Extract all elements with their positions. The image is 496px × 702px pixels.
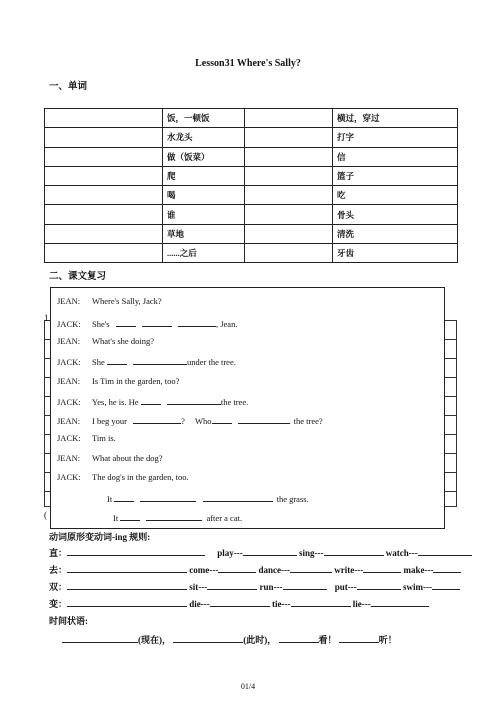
section-vocab-heading: 一、单词 — [49, 82, 88, 92]
rule-line-1: 直： play--- sing--- watch--- — [49, 546, 472, 559]
vocab-cell: 喝 — [163, 186, 245, 205]
vocab-row — [45, 186, 458, 205]
blank[interactable] — [116, 317, 136, 327]
blank[interactable] — [203, 492, 273, 502]
rule-line-3: 双： sit--- run--- put--- swim--- — [49, 580, 460, 593]
answer-cell[interactable] — [245, 109, 333, 128]
vocab-table — [44, 108, 458, 263]
vocab-row — [45, 205, 458, 224]
answer-cell[interactable] — [245, 244, 333, 263]
blank[interactable] — [141, 395, 161, 405]
blank[interactable] — [133, 355, 187, 365]
rule-line-4: 变： die--- tie--- lie--- — [49, 597, 429, 610]
answer-cell[interactable] — [45, 109, 163, 128]
vocab-row — [45, 224, 458, 243]
answer-cell[interactable] — [245, 147, 333, 166]
blank[interactable] — [167, 395, 221, 405]
answer-cell[interactable] — [245, 128, 333, 147]
answer-cell[interactable] — [45, 166, 163, 185]
time-line: (现在)， (此时)， 看！ 听！ — [62, 633, 397, 646]
answer-cell[interactable] — [45, 205, 163, 224]
vocab-cell: 草地 — [163, 224, 245, 243]
vocab-row — [45, 147, 458, 166]
answer-cell[interactable] — [245, 224, 333, 243]
blank[interactable] — [178, 317, 216, 327]
vocab-cell: 牙齿 — [333, 244, 458, 263]
lesson-title: Lesson31 Where's Sally? — [195, 58, 301, 69]
blank[interactable] — [146, 511, 202, 521]
answer-cell[interactable] — [45, 147, 163, 166]
rule-line-2: 去： come--- dance--- write--- make--- — [49, 563, 461, 576]
blank[interactable] — [212, 414, 232, 424]
vocab-cell: 骨头 — [333, 205, 458, 224]
vocab-row — [45, 128, 458, 147]
vocab-cell: 水龙头 — [163, 128, 245, 147]
blank[interactable] — [107, 355, 127, 365]
vocab-cell: 爬 — [163, 166, 245, 185]
answer-cell[interactable] — [45, 244, 163, 263]
vocab-cell: 打字 — [333, 128, 458, 147]
blank[interactable] — [140, 492, 196, 502]
page-number: 01/4 — [240, 682, 256, 691]
answer-cell[interactable] — [45, 128, 163, 147]
vocab-row — [45, 166, 458, 185]
answer-cell[interactable] — [45, 186, 163, 205]
answer-cell[interactable] — [245, 186, 333, 205]
blank[interactable] — [114, 492, 134, 502]
vocab-cell: 清洗 — [333, 224, 458, 243]
dialogue-popup: JEAN: Where's Sally, Jack? JACK: She's , Jean. JEAN: What's she doing? JACK: She under the tree. JEAN: Is Tim in the garden, too? JACK: Yes, he is. He the tree. JEAN: I beg your ? Who the tree? JACK: Tim is. JEAN: What about the dog? JACK: The dog's in the garden, too. It the grass. It after a cat. — [50, 287, 445, 529]
rule-heading: 动词原形变动词-ing 规则: — [49, 532, 151, 542]
vocab-cell: 篮子 — [333, 166, 458, 185]
blank[interactable] — [120, 511, 140, 521]
blank[interactable] — [133, 414, 181, 424]
vocab-cell: 信 — [333, 147, 458, 166]
vocab-cell: ......之后 — [163, 244, 245, 263]
answer-cell[interactable] — [245, 166, 333, 185]
section-review-heading: 二、课文复习 — [49, 272, 107, 282]
vocab-cell: 吃 — [333, 186, 458, 205]
vocab-row — [45, 244, 458, 263]
time-heading: 时间状语: — [49, 616, 88, 626]
vocab-cell: 做（饭菜） — [163, 147, 245, 166]
blank[interactable] — [142, 317, 172, 327]
vocab-cell: 谁 — [163, 205, 245, 224]
vocab-row — [45, 109, 458, 128]
answer-cell[interactable] — [45, 224, 163, 243]
vocab-cell: 横过，穿过 — [333, 109, 458, 128]
answer-cell[interactable] — [245, 205, 333, 224]
blank[interactable] — [238, 414, 290, 424]
vocab-cell: 饭，一顿饭 — [163, 109, 245, 128]
